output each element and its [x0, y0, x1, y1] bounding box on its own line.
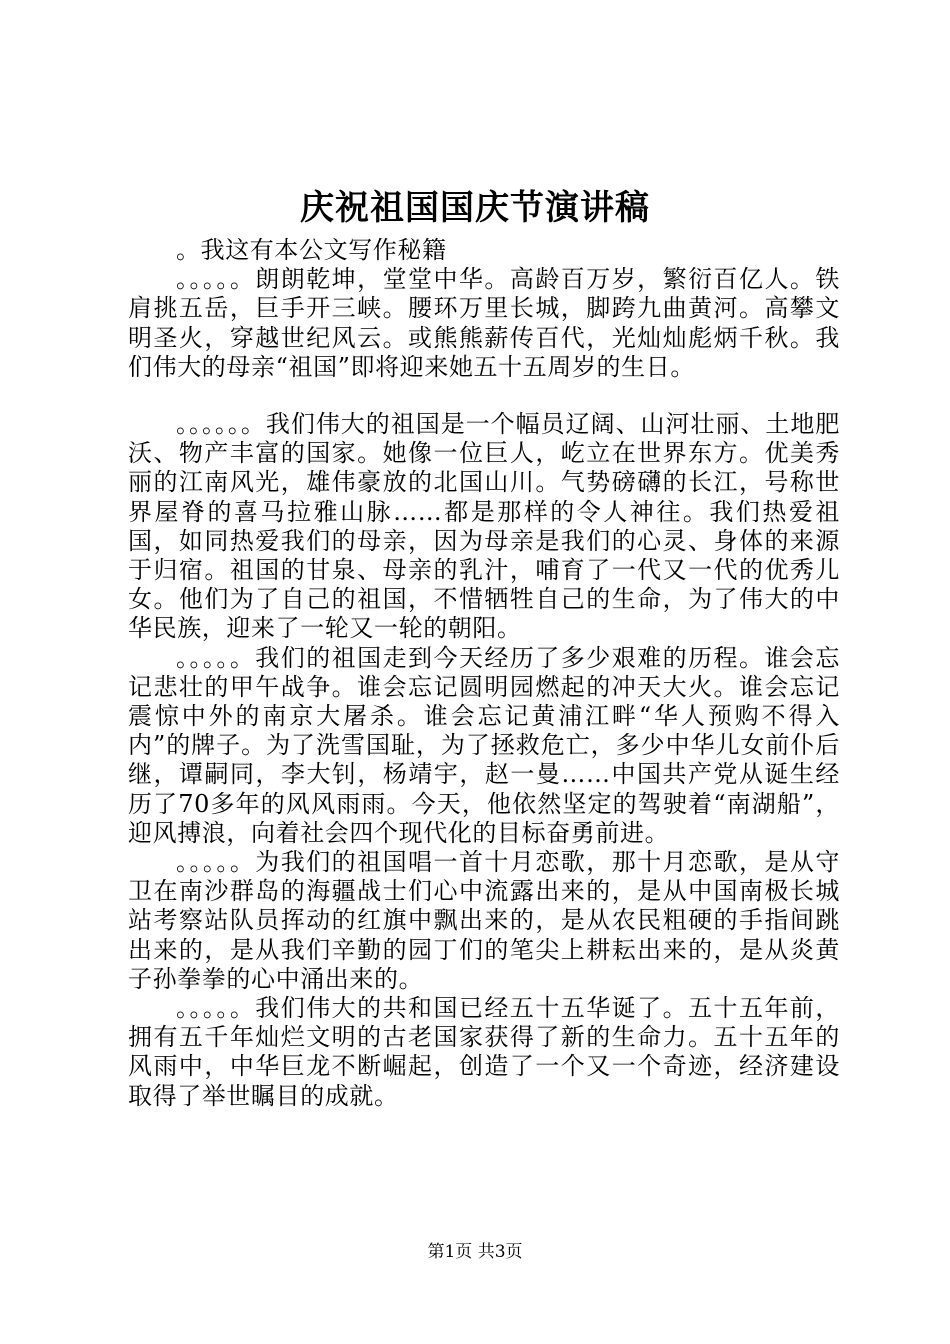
document-body	[128, 236, 840, 1111]
paragraph-3: 。。。。。我们的祖国走到今天经历了多少艰难的历程。谁会忘记悲壮的甲午战争。谁会忘记圆明园燃起的冲天大火。谁会忘记震惊中外的南京大屠杀。谁会忘记黄浦江畔“华人预购不得入内”的牌子。为了洗雪国耻，为了拯救危亡，多少中华儿女前仆后继，谭嗣同，李大钊，杨靖宇，赵一曼……中国共产党从诞生经历了70多年的风风雨雨。今天，他依然坚定的驾驶着“南湖船”，迎风搏浪，向着社会四个现代化的目标奋勇前进。	[128, 643, 840, 847]
intro-line: 。我这有本公文写作秘籍	[176, 236, 447, 264]
paragraph-1: 。。。。。朗朗乾坤，堂堂中华。高龄百万岁，繁衍百亿人。铁肩挑五岳，巨手开三峡。腰环万里长城，脚跨九曲黄河。高攀文明圣火，穿越世纪风云。或熊熊薪传百代，光灿灿彪炳千秋。我们伟大的母亲“祖国”即将迎来她五十五周岁的生日。	[128, 265, 840, 381]
paragraph-gap	[128, 382, 840, 410]
paragraph-4: 。。。。。为我们的祖国唱一首十月恋歌，那十月恋歌，是从守卫在南沙群岛的海疆战士们心中流露出来的，是从中国南极长城站考察站队员挥动的红旗中飘出来的，是从农民粗硬的手指间跳出来的，是从我们辛勤的园丁们的笔尖上耕耘出来的，是从炎黄子孙拳拳的心中涌出来的。	[128, 848, 840, 993]
page-footer: 第1页 共3页	[427, 1242, 523, 1262]
document-title: 庆祝祖国国庆节演讲稿	[300, 188, 650, 228]
paragraph-5: 。。。。。我们伟大的共和国已经五十五华诞了。五十五年前，拥有五千年灿烂文明的古老国家获得了新的生命力。五十五年的风雨中，中华巨龙不断崛起，创造了一个又一个奇迹，经济建设取得了举世瞩目的成就。	[128, 994, 840, 1110]
paragraph-2: 。。。。。。我们伟大的祖国是一个幅员辽阔、山河壮丽、土地肥沃、物产丰富的国家。她像一位巨人，屹立在世界东方。优美秀丽的江南风光，雄伟豪放的北国山川。气势磅礴的长江，号称世界屋脊的喜马拉雅山脉……都是那样的令人神往。我们热爱祖国，如同热爱我们的母亲，因为母亲是我们的心灵、身体的来源于归宿。祖国的甘泉、母亲的乳汁，哺育了一代又一代的优秀儿女。他们为了自己的祖国，不惜牺牲自己的生命，为了伟大的中华民族，迎来了一轮又一轮的朝阳。	[128, 410, 840, 643]
